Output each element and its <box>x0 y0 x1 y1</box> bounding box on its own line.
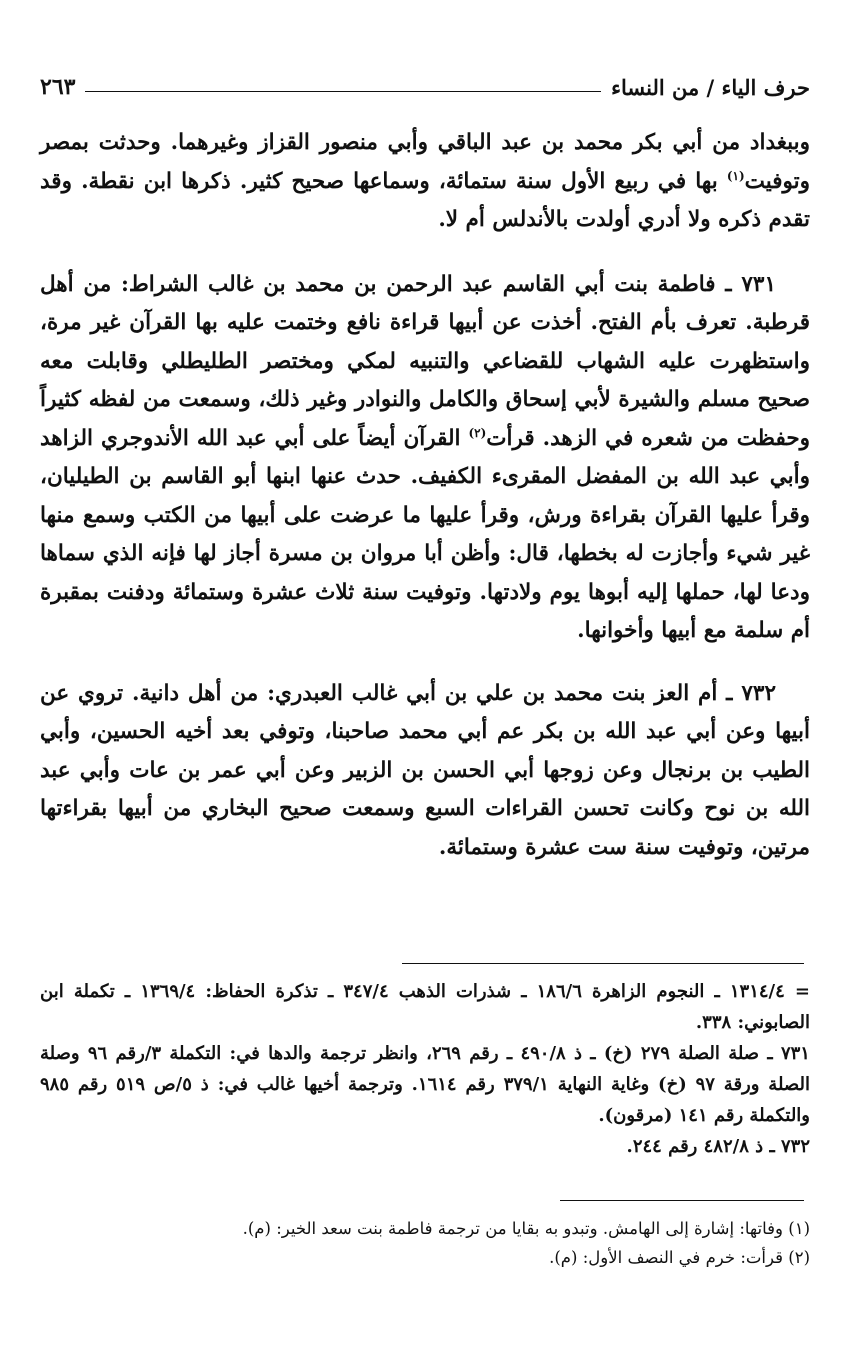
footnote-ref-1: (١) <box>726 168 745 183</box>
entry-731: ٧٣١ ـ فاطمة بنت أبي القاسم عبد الرحمن بن محمد بن غالب الشراط: من أهل قرطبة. تعرف بأم الفتح. أخذت عن أبيها قراءة نافع وختمت عليه بها القرآن غير مرة، واستظهرت عليه الشهاب للقضاعي والتنبيه لمكي ومختصر الطليطلي وقابلت معه صحيح مسلم والشيرة لأبي إسحاق والكامل والنوادر وغير ذلك، وسمعت من لفظه كثيراً وحفظت من شعره في الزهد. قرأت$^{(٢)}$ القرآن أيضاً على أبي عبد الله الأندوجري الزاهد وأبي عبد الله بن المفضل المقرىء الكفيف. حدث عنها ابنها أبو القاسم بن الطيليان، وقرأ عليها القرآن بقراءة ورش، وقرأ عليها ما عرضت على أبيها من الكتب وسمع منها غير شيء وأجازت له بخطها، قال: وأظن أبا مروان بن مسرة أجاز لها فإنه الذي سماها ودعا لها، حملها إليه أبوها يوم ولادتها. وتوفيت سنة ثلاث عشرة وستمائة ودفنت بمقبرة أم سلمة مع أبيها وأخوانها. <box>40 271 810 643</box>
paragraph-gap <box>40 651 810 675</box>
note-732: ٧٣٢ ـ ذ ٤٨٢/٨ رقم ٢٤٤. <box>626 1136 810 1157</box>
page-header <box>40 62 810 102</box>
source-notes <box>40 976 810 1162</box>
note-continued: = ١٣١٤/٤ ـ النجوم الزاهرة ١٨٦/٦ ـ شذرات الذهب ٣٤٧/٤ ـ تذكرة الحفاظ: ١٣٦٩/٤ ـ تكملة ابن الصابوني: ٣٣٨. <box>40 981 810 1033</box>
note-731: ٧٣١ ـ صلة الصلة ٢٧٩ (خ) ـ ذ ٤٩٠/٨ ـ رقم ٢٦٩، وانظر ترجمة والدها في: التكملة ٣/رقم ٩٦ وصلة الصلة ورقة ٩٧ (خ) وغاية النهاية ٣٧٩/١ رقم ١٦١٤. وترجمة أخيها غالب في: ذ ٥/ص ٥١٩ رقم ٩٨٥ والتكملة رقم ١٤١ (مرقون). <box>40 1043 811 1126</box>
entry-732: ٧٣٢ ـ أم العز بنت محمد بن علي بن أبي غالب العبدري: من أهل دانية. تروي عن أبيها وعن أبي عبد الله بن بكر عم أبي محمد صاحبنا، وتوفي بعد أخيه الحسين، وأبي الطيب بن برنجال وعن زوجها أبي الحسن بن الزبير وعن أبي عمر بن عات وأبي عبد الله بن نوح وكانت تحسن القراءات السبع وسمعت صحيح البخاري من أبيها بقراءتها مرتين، وتوفيت سنة ست عشرة وستمائة. <box>40 680 810 860</box>
footnote-ref-2: (٢) <box>468 425 487 440</box>
page-number: ٢٦٣ <box>40 74 76 100</box>
footnotes <box>40 1214 810 1272</box>
header-rule <box>85 91 601 92</box>
main-text <box>40 124 810 867</box>
running-title: حرف الياء / من النساء <box>611 75 810 100</box>
footnote-1: (١) وفاتها: إشارة إلى الهامش. وتبدو به بقايا من ترجمة فاطمة بنت سعد الخير: (م). <box>242 1219 810 1238</box>
footnote-2: (٢) قرأت: خرم في النصف الأول: (م). <box>549 1248 810 1267</box>
paragraph-gap <box>40 240 810 266</box>
notes-divider <box>402 963 804 964</box>
intro-paragraph: وببغداد من أبي بكر محمد بن عبد الباقي وأبي منصور القزاز وغيرهما. وحدثت بمصر وتوفيت$^{(١)}$ بها في ربيع الأول سنة ستمائة، وسماعها صحيح كثير. ذكرها ابن نقطة. وقد تقدم ذكره ولا أدري أولدت بالأندلس أم لا. <box>40 130 810 232</box>
footnotes-divider <box>560 1200 804 1201</box>
